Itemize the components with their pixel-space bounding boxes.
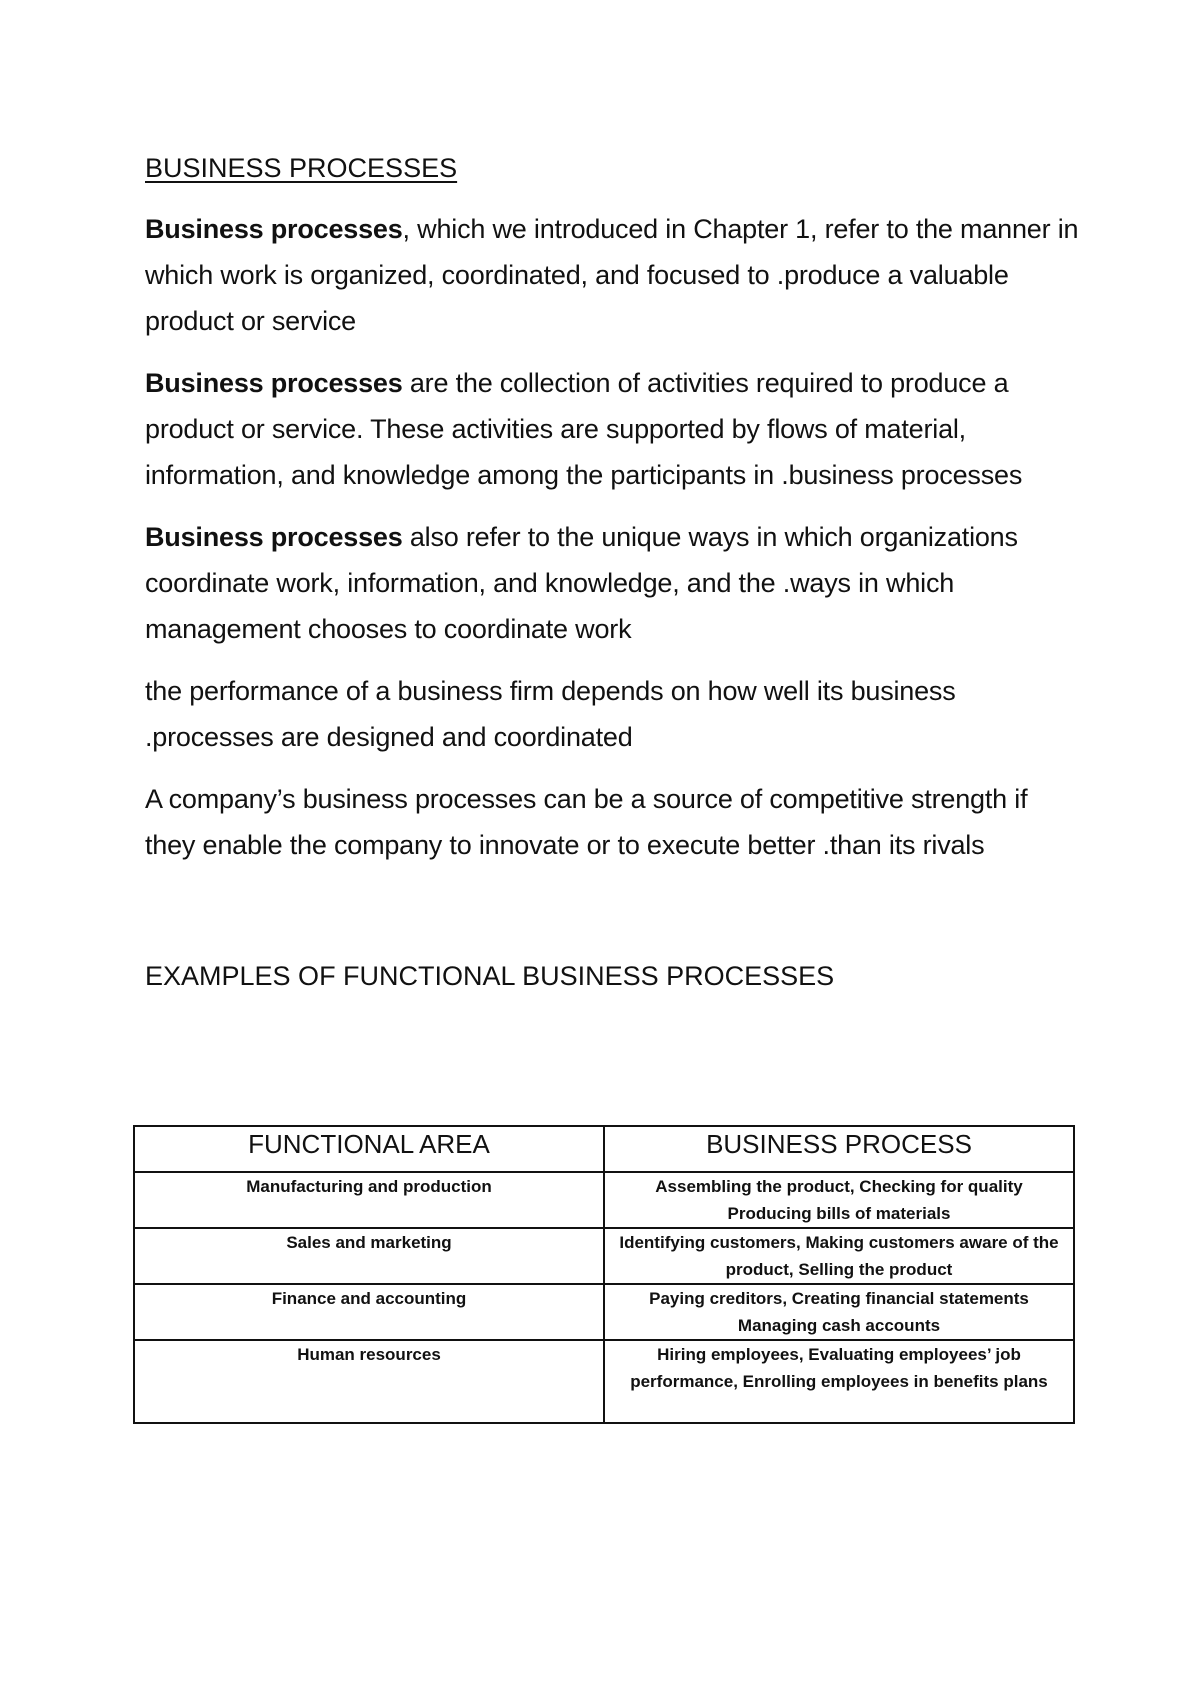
cell-area: Sales and marketing: [134, 1228, 604, 1284]
paragraph-5-text: A company’s business processes can be a source of competitive strength if they enable the company to innovate or to execute better .than its rivals: [145, 784, 1028, 860]
header-functional-area: FUNCTIONAL AREA: [134, 1126, 604, 1172]
table-row: [134, 1228, 1074, 1284]
cell-area: Manufacturing and production: [134, 1172, 604, 1228]
business-process-table: [133, 1125, 1075, 1424]
cell-process: Paying creditors, Creating financial statements Managing cash accounts: [604, 1284, 1074, 1340]
cell-process: Hiring employees, Evaluating employees’ job performance, Enrolling employees in benefits plans: [604, 1340, 1074, 1423]
paragraph-1: [145, 206, 1080, 344]
paragraph-4-text: the performance of a business firm depends on how well its business .processes are designed and coordinated: [145, 676, 956, 752]
table-row: [134, 1284, 1074, 1340]
paragraph-3: [145, 514, 1080, 652]
paragraph-2: [145, 360, 1080, 498]
paragraph-4: [145, 668, 1080, 760]
cell-area: Human resources: [134, 1340, 604, 1423]
paragraph-1-text: , which we introduced in Chapter 1, refer to the manner in which work is organized, coordinated, and focused to .produce a valuable product or service: [145, 214, 1079, 336]
page-title: BUSINESS PROCESSES: [145, 153, 458, 183]
table-row: [134, 1172, 1074, 1228]
spacer: [145, 884, 1080, 956]
cell-process: Assembling the product, Checking for quality Producing bills of materials: [604, 1172, 1074, 1228]
section-title: EXAMPLES OF FUNCTIONAL BUSINESS PROCESSES: [145, 961, 835, 991]
paragraph-3-text: also refer to the unique ways in which organizations coordinate work, information, and knowledge, and the .ways in which management chooses to coordinate work: [145, 522, 1018, 644]
cell-process: Identifying customers, Making customers aware of the product, Selling the product: [604, 1228, 1074, 1284]
paragraph-3-lead: Business processes: [145, 522, 403, 552]
table-row: [134, 1340, 1074, 1423]
cell-area: Finance and accounting: [134, 1284, 604, 1340]
paragraph-2-text: are the collection of activities required to produce a product or service. These activities are supported by flows of material, information, and knowledge among the participants in .business processes: [145, 368, 1023, 490]
paragraph-5: [145, 776, 1080, 868]
paragraph-1-lead: Business processes: [145, 214, 403, 244]
paragraph-2-lead: Business processes: [145, 368, 403, 398]
document-page: [145, 148, 1080, 1008]
header-business-process: BUSINESS PROCESS: [604, 1126, 1074, 1172]
table-header-row: [134, 1126, 1074, 1172]
